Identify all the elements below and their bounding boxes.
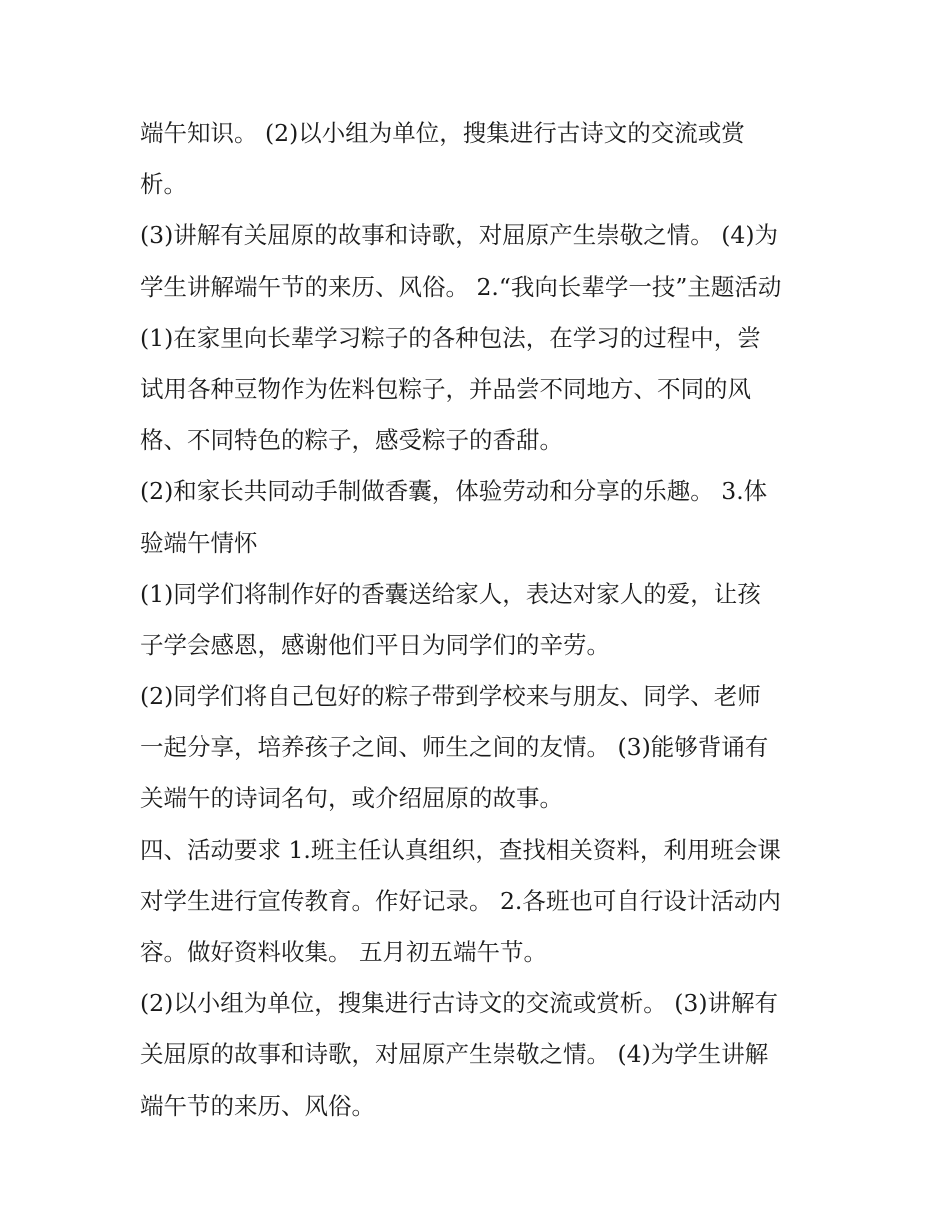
document-body	[140, 108, 820, 1132]
text-line: 端午知识。 (2)以小组为单位，搜集进行古诗文的交流或赏	[140, 119, 745, 147]
text-line: 端午节的来历、风俗。	[140, 1091, 375, 1120]
text-line: 容。做好资料收集。 五月初五端午节。	[140, 938, 547, 966]
text-line: (1)在家里向长辈学习粽子的各种包法，在学习的过程中，尝	[140, 323, 761, 352]
text-line: 析。	[140, 170, 187, 199]
text-line: 关端午的诗词名句，或介绍屈原的故事。	[140, 784, 563, 813]
text-line: 试用各种豆物作为佐料包粽子，并品尝不同地方、不同的风	[140, 374, 751, 403]
text-line: (3)讲解有关屈原的故事和诗歌，对屈原产生崇敬之情。 (4)为	[140, 221, 779, 250]
text-line: 验端午情怀	[140, 528, 258, 557]
text-line: (2)同学们将自己包好的粽子带到学校来与朋友、同学、老师	[140, 682, 761, 711]
text-line: 一起分享，培养孩子之间、师生之间的友情。 (3)能够背诵有	[140, 733, 769, 762]
text-line: 对学生进行宣传教育。作好记录。 2.各班也可自行设计活动内	[140, 886, 781, 915]
text-line: 四、活动要求 1.班主任认真组织，查找相关资料，利用班会课	[140, 835, 781, 864]
text-line: 学生讲解端午节的来历、风俗。 2.“我向长辈学一技”主题活动	[140, 272, 782, 301]
text-line: (1)同学们将制作好的香囊送给家人，表达对家人的爱，让孩	[140, 579, 761, 608]
text-line: (2)以小组为单位，搜集进行古诗文的交流或赏析。 (3)讲解有	[140, 989, 779, 1018]
text-line: (2)和家长共同动手制做香囊，体验劳动和分享的乐趣。 3.体	[140, 477, 768, 506]
text-line: 子学会感恩，感谢他们平日为同学们的辛劳。	[140, 630, 610, 659]
text-line: 关屈原的故事和诗歌，对屈原产生崇敬之情。 (4)为学生讲解	[140, 1040, 769, 1069]
text-line: 格、不同特色的粽子，感受粽子的香甜。	[140, 426, 563, 455]
